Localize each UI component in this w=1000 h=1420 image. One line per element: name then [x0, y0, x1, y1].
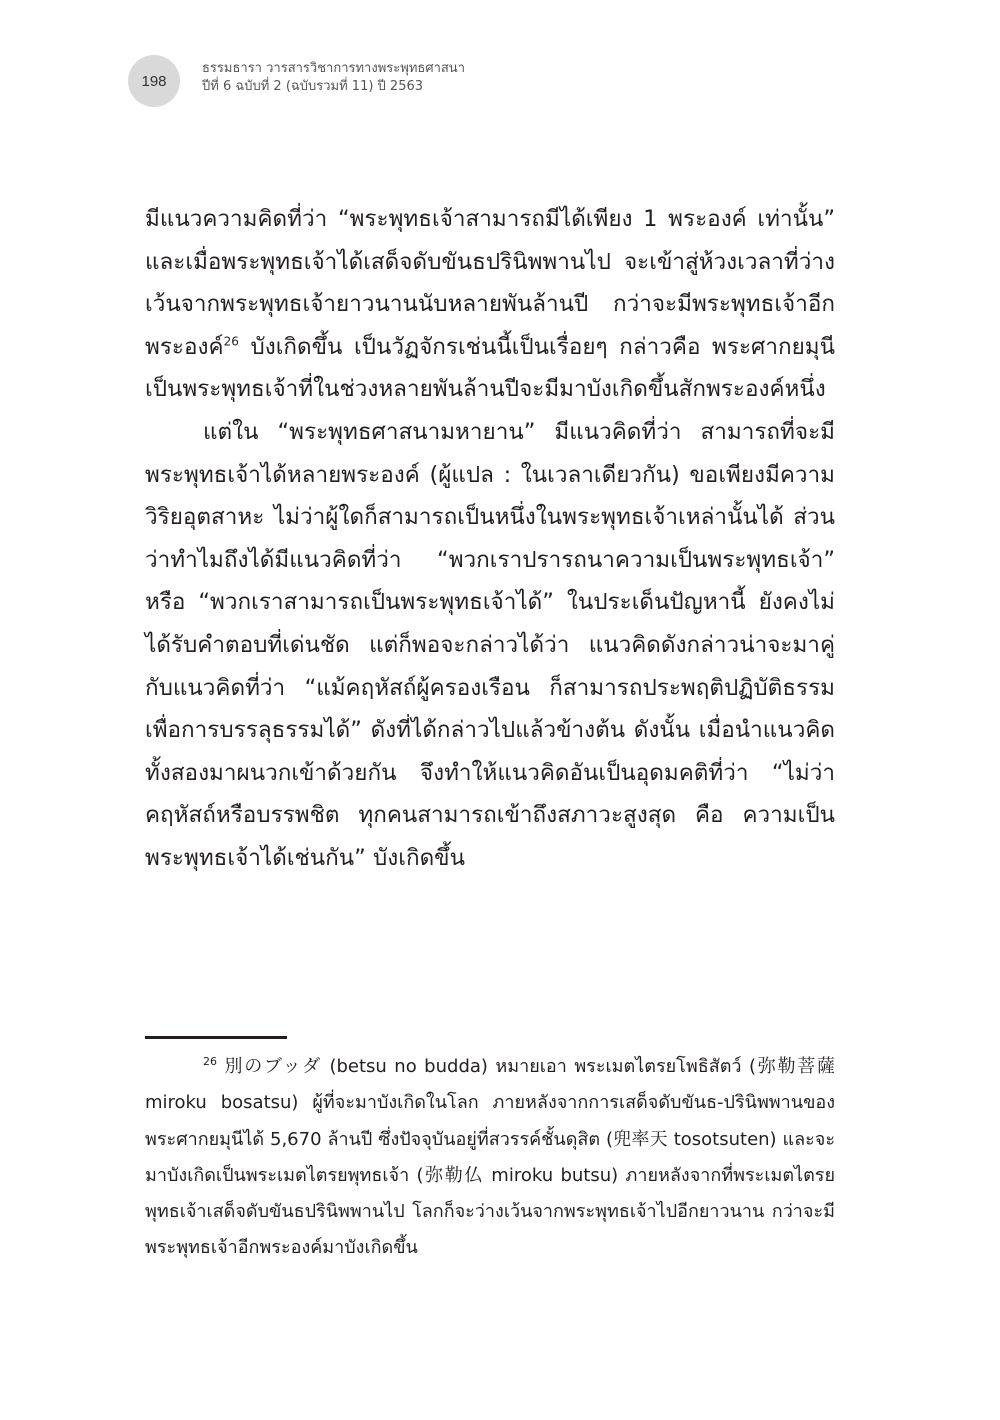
- footnote-divider: [145, 1036, 287, 1039]
- page-number: 198: [141, 72, 167, 90]
- journal-title: ธรรมธารา วารสารวิชาการทางพระพุทธศาสนา: [202, 61, 465, 76]
- footnote-reference: 26: [223, 334, 239, 349]
- paragraph-1-part-b: บังเกิดขึ้น เป็นวัฏจักรเช่นนี้เป็นเรื่อยๆ กล่าวคือ พระศากยมุนี เป็นพระพุทธเจ้าที่ในช่วงหลายพันล้านปีจะมีมาบังเกิดขึ้นสักพระองค์หนึ่ง: [145, 333, 835, 403]
- footnote-text: 別のブッダ (betsu no budda) หมายเอา พระเมตไตรยโพธิสัตว์ (弥勒菩薩 miroku bosatsu) ผู้ที่จะมาบังเกิดในโลก ภายหลังจากการเสด็จดับขันธ-ปรินิพพานของพระศากยมุนีได้ 5,670 ล้านปี ซึ่งปัจจุบันอยู่ที่สวรรค์ชั้นดุสิต (兜率天 tosotsuten) และจะมาบังเกิดเป็นพระเมตไตรยพุทธเจ้า (弥勒仏 miroku butsu) ภายหลังจากที่พระเมตไตรยพุทธเจ้าเสด็จดับขันธปรินิพพานไป โลกก็จะว่างเว้นจากพระพุทธเจ้าไปอีกยาวนาน กว่าจะมีพระพุทธเจ้าอีกพระองค์มาบังเกิดขึ้น: [145, 1056, 835, 1259]
- issue-info: ปีที่ 6 ฉบับที่ 2 (ฉบับรวมที่ 11) ปี 2563: [202, 79, 424, 94]
- body-text: [145, 198, 835, 880]
- paragraph-2: แต่ใน “พระพุทธศาสนามหายาน” มีแนวคิดที่ว่า สามารถที่จะมีพระพุทธเจ้าได้หลายพระองค์ (ผู้แปล : ในเวลาเดียวกัน) ขอเพียงมีความวิริยอุตสาหะ ไม่ว่าผู้ใดก็สามารถเป็นหนึ่งในพระพุทธเจ้าเหล่านั้นได้ ส่วนว่าทำไมถึงได้มีแนวคิดที่ว่า “พวกเราปรารถนาความเป็นพระพุทธเจ้า” หรือ “พวกเราสามารถเป็นพระพุทธเจ้าได้” ในประเด็นปัญหานี้ ยังคงไม่ได้รับคำตอบที่เด่นชัด แต่ก็พอจะกล่าวได้ว่า แนวคิดดังกล่าวน่าจะมาคู่กับแนวคิดที่ว่า “แม้คฤหัสถ์ผู้ครองเรือน ก็สามารถประพฤติปฏิบัติธรรมเพื่อการบรรลุธรรมได้” ดังที่ได้กล่าวไปแล้วข้างต้น ดังนั้น เมื่อนำแนวคิดทั้งสองมาผนวกเข้าด้วยกัน จึงทำให้แนวคิดอันเป็นอุดมคติที่ว่า “ไม่ว่าคฤหัสถ์หรือบรรพชิต ทุกคนสามารถเข้าถึงสภาวะสูงสุด คือ ความเป็นพระพุทธเจ้าได้เช่นกัน” บังเกิดขึ้น: [145, 418, 835, 871]
- page-number-badge: [128, 55, 180, 107]
- footnote: [145, 1049, 835, 1267]
- footnote-marker: 26: [203, 1055, 217, 1068]
- paragraph-1-part-a: มีแนวความคิดที่ว่า “พระพุทธเจ้าสามารถมีได้เพียง 1 พระองค์ เท่านั้น” และเมื่อพระพุทธเจ้าได้เสด็จดับขันธปรินิพพานไป จะเข้าสู่ห้วงเวลาที่ว่างเว้นจากพระพุทธเจ้ายาวนานนับหลายพันล้านปี กว่าจะมีพระพุทธเจ้าอีกพระองค์: [145, 206, 835, 360]
- paragraph-1: [145, 198, 835, 411]
- running-header: [202, 60, 465, 96]
- footnote-26: [145, 1049, 835, 1267]
